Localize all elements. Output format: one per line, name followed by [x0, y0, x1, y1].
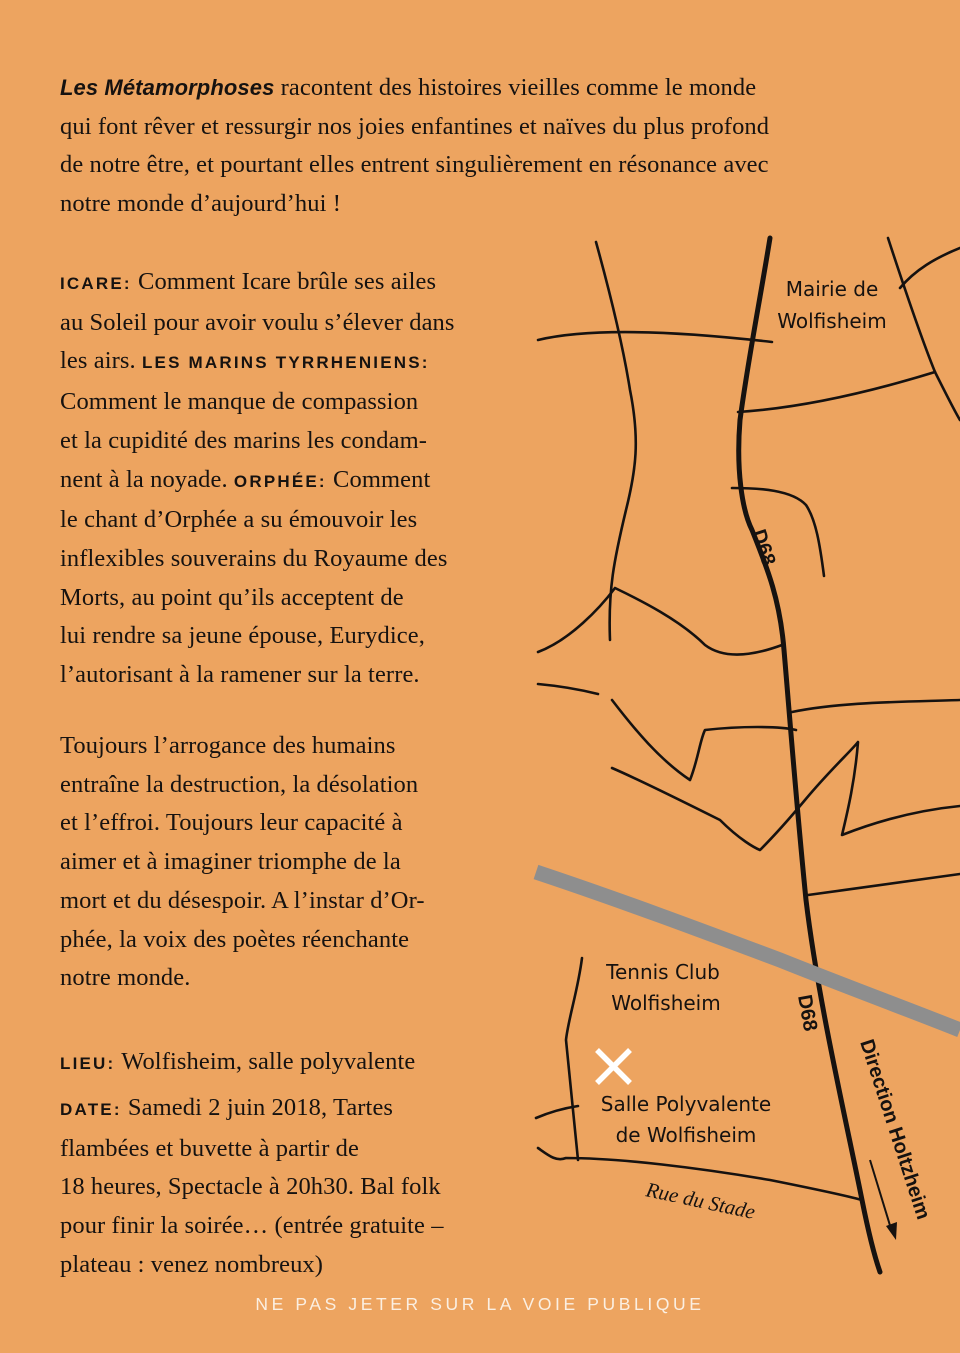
- tennis-label-1: Tennis Club: [606, 960, 720, 984]
- railway-line: [536, 872, 960, 1030]
- label-colon: :: [318, 471, 327, 491]
- footer-notice: NE PAS JETER SUR LA VOIE PUBLIQUE: [255, 1294, 705, 1314]
- story-text: nent à la noyade.: [60, 465, 234, 493]
- direction-arrow-icon: [870, 1160, 897, 1240]
- story-line: Morts, au point qu’ils acceptent de: [60, 583, 404, 611]
- road: [536, 1106, 578, 1118]
- label-colon: :: [107, 1054, 116, 1073]
- intro-line-2: qui font rêver et ressurgir nos joies enfantines et naïves du plus profond: [60, 112, 770, 140]
- label-colon: :: [113, 1100, 122, 1119]
- story-text: les airs.: [60, 347, 142, 375]
- salle-label-1: Salle Polyvalente: [600, 1092, 772, 1116]
- road: [566, 958, 582, 1160]
- intro-line-3: de notre être, et pourtant elles entrent singulièrement en résonance avec: [60, 151, 769, 179]
- road: [732, 488, 824, 576]
- story-line: inflexibles souverains du Royaume des: [60, 544, 448, 572]
- conclusion-line: aimer et à imaginer triomphe de la: [60, 848, 401, 876]
- salle-label-2: de Wolfisheim: [615, 1123, 757, 1147]
- story-line: l’autorisant à la ramener sur la terre.: [60, 661, 420, 689]
- road: [792, 700, 960, 712]
- conclusion-line: entraîne la destruction, la désolation: [60, 770, 419, 798]
- road: [538, 332, 772, 342]
- road-label-d68-top: D68: [747, 526, 780, 569]
- date-line: flambées et buvette à partir de: [60, 1134, 360, 1162]
- intro-text: racontent des histoires vieilles comme le monde: [274, 74, 757, 101]
- story-line: le chant d’Orphée a su émouvoir les: [60, 506, 418, 534]
- conclusion-line: Toujours l’arrogance des humains: [60, 732, 396, 759]
- road-label-d68-bottom: D68: [793, 993, 822, 1034]
- road: [538, 588, 782, 654]
- intro-line-4: notre monde d’aujourd’hui !: [60, 190, 341, 218]
- marins-label: LES MARINS TYRRHENIENS: [141, 353, 422, 373]
- date-label: DATE: [60, 1100, 114, 1119]
- venue-text: Wolfisheim, salle polyvalente: [115, 1048, 416, 1075]
- story-line: Comment le manque de compassion: [60, 388, 419, 416]
- story-text: Comment Icare brûle ses ailes: [131, 268, 437, 295]
- road: [808, 874, 960, 895]
- date-line: 18 heures, Spectacle à 20h30. Bal folk: [60, 1173, 441, 1201]
- street-label: Rue du Stade: [643, 1177, 758, 1224]
- story-line: au Soleil pour avoir voulu s’élever dans: [60, 308, 455, 336]
- tennis-label-2: Wolfisheim: [611, 991, 721, 1015]
- date-line: pour finir la soirée… (entrée gratuite –: [60, 1212, 444, 1240]
- icare-label: ICARE: [60, 274, 124, 293]
- road: [612, 700, 796, 780]
- conclusion-line: et l’effroi. Toujours leur capacité à: [60, 809, 403, 837]
- story-text: Comment: [326, 465, 431, 493]
- direction-label: Direction Holtzheim: [855, 1036, 935, 1223]
- story-line: et la cupidité des marins les condam-: [60, 426, 428, 454]
- story-line: lui rendre sa jeune épouse, Eurydice,: [60, 622, 425, 650]
- road: [596, 242, 636, 640]
- road: [538, 684, 598, 694]
- conclusion-line: phée, la voix des poètes réenchante: [60, 925, 410, 953]
- conclusion-line: notre monde.: [60, 964, 191, 992]
- label-colon: :: [123, 274, 132, 293]
- road: [738, 372, 935, 412]
- conclusion-line: mort et du désespoir. A l’instar d’Or-: [60, 886, 425, 914]
- show-title: Les Métamorphoses: [60, 75, 275, 100]
- road: [900, 248, 960, 288]
- orphee-label: ORPHÉE: [233, 471, 319, 491]
- label-colon: :: [421, 353, 430, 373]
- date-line: plateau : venez nombreux): [60, 1250, 324, 1278]
- lieu-label: LIEU: [60, 1054, 108, 1073]
- mairie-label-2: Wolfisheim: [777, 309, 887, 333]
- mairie-label-1: Mairie de: [785, 277, 879, 301]
- cross-marker-icon: [597, 1050, 630, 1083]
- date-text: Samedi 2 juin 2018, Tartes: [121, 1094, 394, 1121]
